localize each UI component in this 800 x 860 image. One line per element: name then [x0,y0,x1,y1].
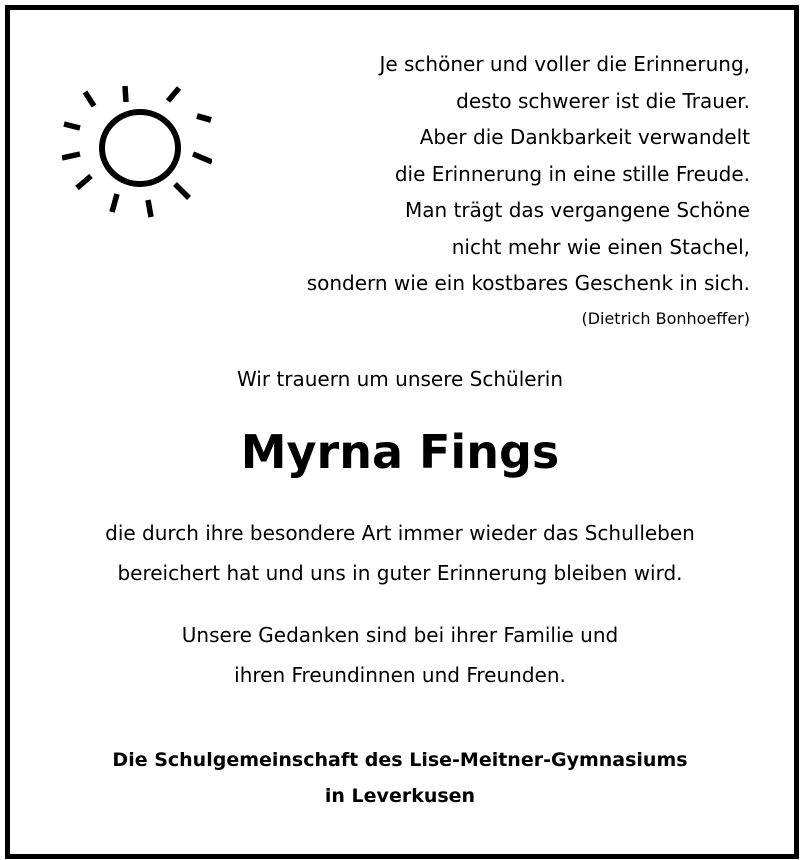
tribute-line: die durch ihre besondere Art immer wieder das Schulleben [105,521,695,545]
signature-line: in Leverkusen [324,785,476,807]
quote-line: Je schöner und voller die Erinnerung, [379,52,750,76]
quote-line: desto schwerer ist die Trauer. [456,88,750,113]
bonhoeffer-quote [190,46,750,302]
quote-line: Aber die Dankbarkeit verwandelt [419,125,750,149]
condolence-line: ihren Freundinnen und Freunden. [234,663,566,687]
tribute-paragraph [0,513,800,593]
deceased-name: Myrna Fings [240,425,560,479]
condolence-line: Unsere Gedanken sind bei ihrer Familie und [181,623,619,647]
quote-attribution: (Dietrich Bonhoeffer) [581,309,750,328]
signature [0,742,800,814]
condolence-paragraph [0,615,800,695]
signature-line: Die Schulgemeinschaft des Lise-Meitner-Gymnasiums [112,749,688,771]
quote-line: sondern wie ein kostbares Geschenk in sich. [306,271,750,295]
mourning-intro: Wir trauern um unsere Schülerin [236,367,564,391]
tribute-line: bereichert hat und uns in guter Erinnerung bleiben wird. [117,561,683,585]
quote-line: nicht mehr wie einen Stachel, [451,234,750,259]
quote-line: die Erinnerung in eine stille Freude. [394,161,750,186]
quote-line: Man trägt das vergangene Schöne [404,198,750,222]
